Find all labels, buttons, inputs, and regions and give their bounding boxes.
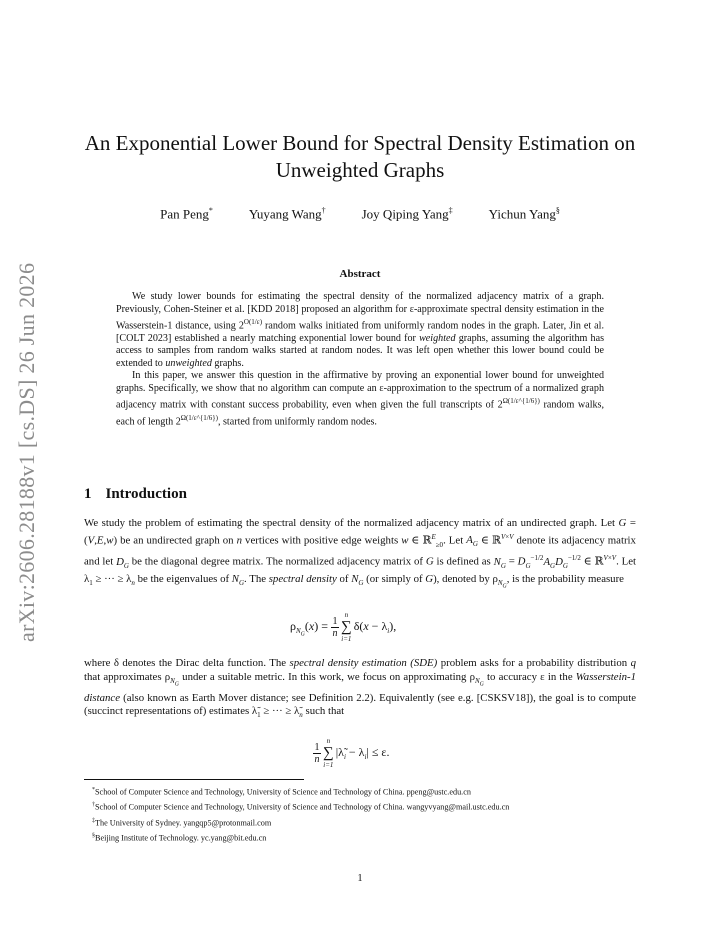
intro-paragraph-1: We study the problem of estimating the spectral density of the normalized adjacency matrix of an undirected graph. Let G = (V,E,w) be an undirected graph on n vertices with positive edge weights w ∈ ℝ$^E_{\ge 0}$. Let $A_G$ ∈ ℝ$^{V\times V}$ denote its adjacency matrix and let $D_G$ be the diagonal degree matrix. The normalized adjacency matrix of G is defined as $N_G = D_G^{-1/2}A_GD_G^{-1/2}$ ∈ ℝ$^{V\times V}$. Let $\lambda_1$ ≥ ··· ≥ $\lambda_n$ be the eigenvalues of $N_G$. The spectral density of $N_G$ (or simply of G), denoted by $\rho_{N_G}$, is the probability measure — [84, 517, 636, 590]
abstract-heading: Abstract — [339, 268, 381, 280]
footnote: †School of Computer Science and Technology, University of Science and Technology of China. wangyvyang@mail.ustc.edu.cn — [92, 802, 510, 813]
paper-title-line2: Unweighted Graphs — [275, 158, 445, 182]
footnote: *School of Computer Science and Technology, University of Science and Technology of China. ppeng@ustc.edu.cn — [92, 787, 471, 797]
abstract-paragraph-1: We study lower bounds for estimating the spectral density of the normalized adjacency matrix of a graph. Previously, Cohen-Steiner et al. [KDD 2018] proposed an algorithm for ε-approximate spectral density estimation in the Wasserstein-1 distance, using $2^{O(1/\varepsilon)}$ random walks initiated from uniformly random nodes in the graph. Later, Jin et al. [COLT 2023] established a nearly matching exponential lower bound for weighted graphs, assuming the algorithm has access to samples from random walks started at random nodes. It was left open whether this lower bound could be extended to unweighted graphs. — [116, 291, 604, 369]
abstract-body — [116, 291, 604, 429]
author: Yichun Yang§ — [488, 206, 560, 222]
page-number: 1 — [357, 873, 363, 884]
abstract-paragraph-2: In this paper, we answer this question in the affirmative by proving an exponential lower bound for unweighted graphs. Specifically, we show that no algorithm can compute an ε-approximation to the spectrum of a normalized graph adjacency matrix with constant success probability, even when given the full transcripts of $2^{\Omega(1/\varepsilon\^{}\{1/6\})}$ random walks, each of length $2^{\Omega(1/\varepsilon\^{}\{1/6\})}$, started from uniformly random nodes. — [116, 370, 604, 428]
author-list — [80, 206, 640, 222]
footnote-rule — [84, 779, 304, 780]
equation-wasserstein-bound: $\frac{1}{n}$ n ∑ i=1 $|\lambdã_i - \lambda_i| \le \varepsilon$. — [314, 737, 390, 769]
footnote: §Beijing Institute of Technology. yc.yang@bit.edu.cn — [92, 832, 267, 843]
intro-paragraph-2: where δ denotes the Dirac delta function. The spectral density estimation (SDE) problem asks for a probability distribution q that approximates $\rho_{N_G}$ under a suitable metric. In this work, we focus on approximating $\rho_{N_G}$ to accuracy ε in the Wasserstein-1 distance (also known as Earth Mover distance; see Definition 2.2). Equivalently (see e.g. [CSKSV18]), the goal is to compute (succinct representations of) estimates $\lambdã_1$ ≥ ··· ≥ $\lambdã_n$ such that — [84, 657, 636, 720]
author: Joy Qiping Yang‡ — [361, 206, 453, 222]
section-number: 1 — [84, 486, 92, 502]
arxiv-identifier-text: arXiv:2606.28188v1 [cs.DS] 26 Jun 2026 — [14, 262, 39, 642]
arxiv-identifier-margin — [14, 262, 52, 642]
section-title: Introduction — [105, 486, 187, 502]
footnotes — [92, 784, 652, 845]
section-heading-introduction — [84, 486, 187, 503]
author: Pan Peng* — [160, 206, 213, 222]
equation-spectral-density: $\rho_{N_G}(x)$ = $\frac{1}{n}$ n ∑ i=1 $\delta(x - \lambda_i)$, — [290, 611, 397, 643]
paper-title-line1: An Exponential Lower Bound for Spectral Density Estimation on — [84, 131, 636, 155]
author: Yuyang Wang† — [248, 206, 326, 222]
paper-title — [80, 130, 640, 184]
footnote: ‡The University of Sydney. yangqp5@protonmail.com — [92, 817, 272, 828]
